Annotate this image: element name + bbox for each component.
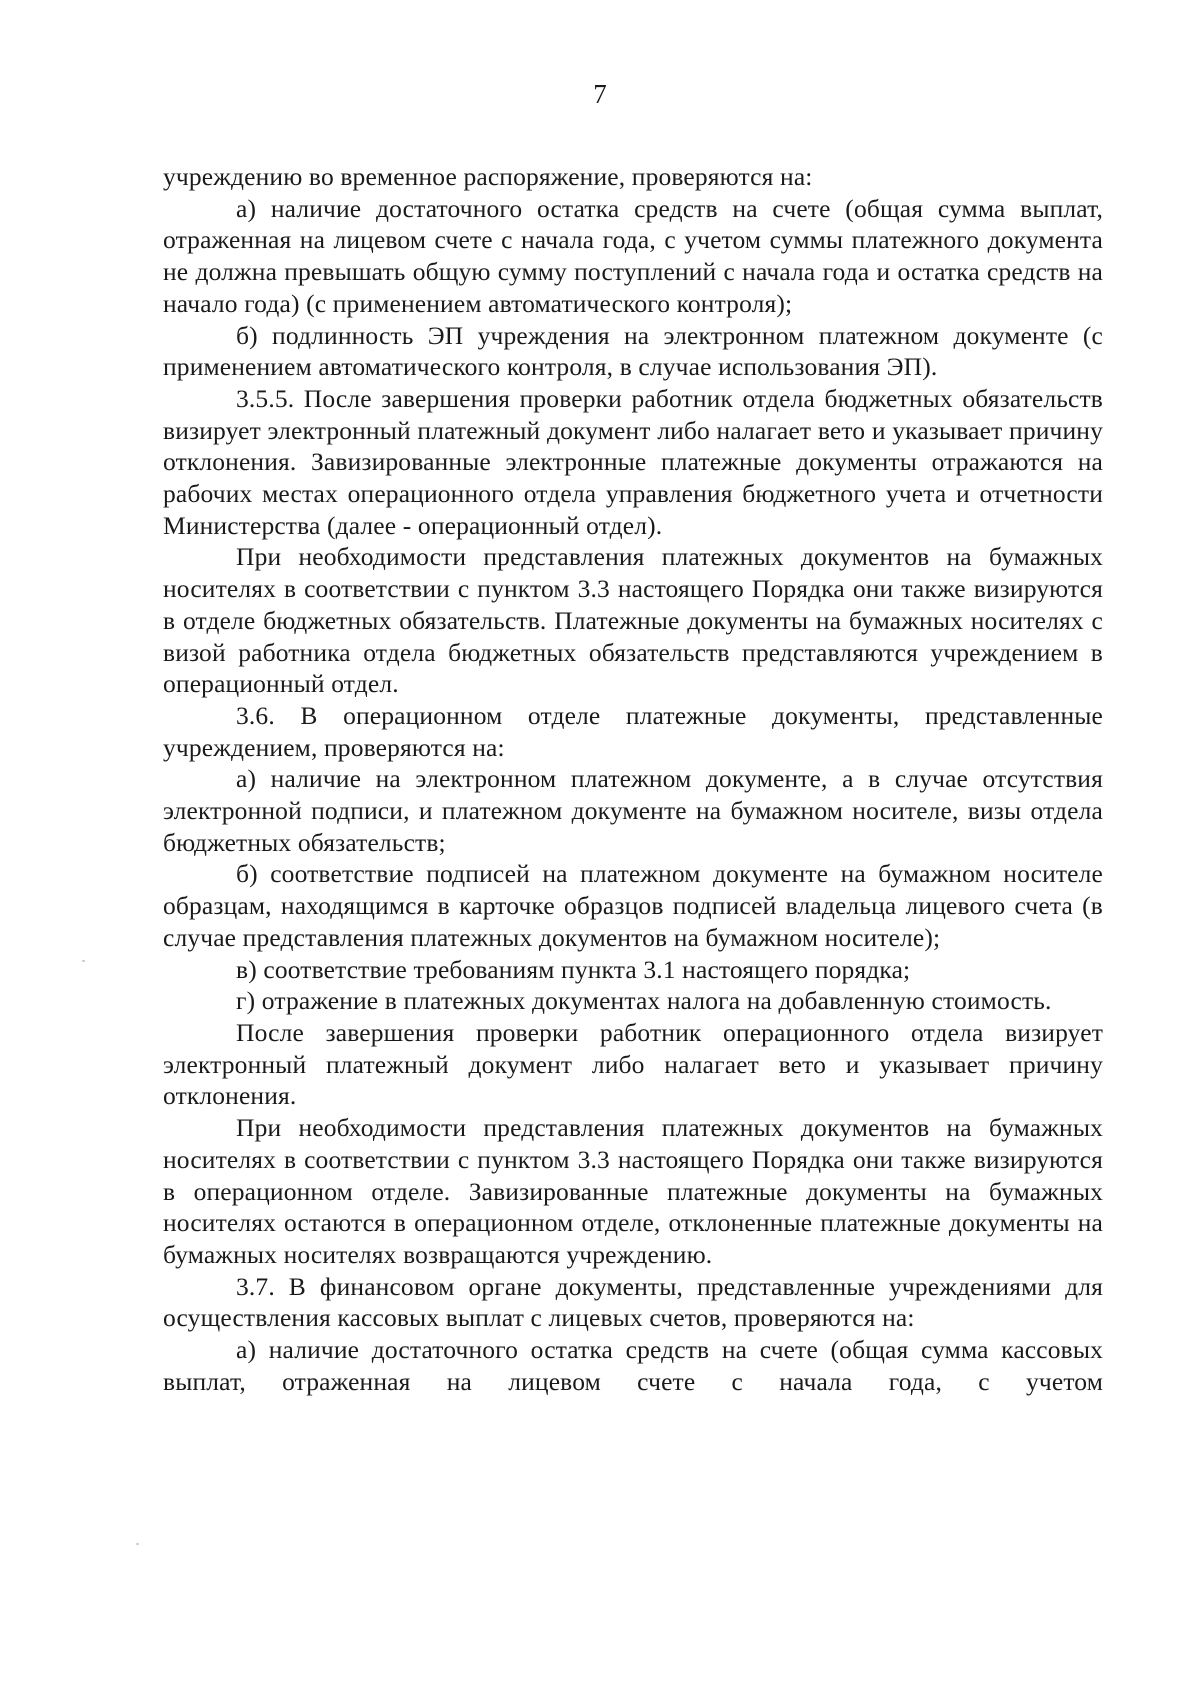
paragraph-item-a-balance: а) наличие достаточного остатка средств на счете (общая сумма выплат, отраженная на лицевом счете с начала года, с учетом суммы платежного документа не должна превышать общую сумму поступлений с начала года и остатка средств на начало года) (с применением автоматического контроля); <box>163 193 1103 318</box>
scan-speck <box>82 960 85 962</box>
paragraph-item-b-signature: б) подлинность ЭП учреждения на электронном платежном документе (с применением автоматического контроля, в случае использования ЭП). <box>163 320 1103 382</box>
paragraph-3-6-item-a: а) наличие на электронном платежном документе, а в случае отсутствия электронной подписи, и платежном документе на бумажном носителе, визы отдела бюджетных обязательств; <box>163 764 1103 857</box>
paragraph-3-6-item-v: в) соответствие требованиям пункта 3.1 настоящего порядка; <box>236 954 911 984</box>
paragraph-paper-documents-1: При необходимости представления платежных документов на бумажных носителях в соответствии с пунктом 3.3 настоящего Порядка они также визируются в отделе бюджетных обязательств. Платежные документы на бумажных носителях с визой работника отдела бюджетных обязательств представляются учреждением в операционный отдел. <box>163 542 1103 699</box>
paragraph-3-6-item-b: б) соответствие подписей на платежном документе на бумажном носителе образцам, находящимся в карточке образцов подписей владельца лицевого счета (в случае представления платежных документов на бумажном носителе); <box>163 859 1103 952</box>
scan-speck <box>136 1543 139 1545</box>
paragraph-3-7-item-a: а) наличие достаточного остатка средств на счете (общая сумма кассовых выплат, отраженная на лицевом счете с начала года, с учетом <box>163 1335 1103 1396</box>
paragraph-3-7: 3.7. В финансовом органе документы, представленные учреждениями для осуществления кассовых выплат с лицевых счетов, проверяются на: <box>163 1271 1103 1333</box>
paragraph-3-6: 3.6. В операционном отделе платежные документы, представленные учреждением, проверяются на: <box>163 700 1103 762</box>
paragraph-3-5-5: 3.5.5. После завершения проверки работник отдела бюджетных обязательств визирует электронный платежный документ либо налагает вето и указывает причину отклонения. Завизированные электронные платежные документы отражаются на рабочих местах операционного отдела управления бюджетного учета и отчетности Министерства (далее - операционный отдел). <box>163 383 1103 540</box>
paragraph-paper-documents-2: При необходимости представления платежных документов на бумажных носителях в соответствии с пунктом 3.3 настоящего Порядка они также визируются в операционном отделе. Завизированные платежные документы на бумажных носителях остаются в операционном отделе, отклоненные платежные документы на бумажных носителях возвращаются учреждению. <box>163 1113 1103 1269</box>
page-number: 7 <box>593 79 607 109</box>
paragraph-continuation: учреждению во временное распоряжение, проверяются на: <box>163 162 813 191</box>
paragraph-operational-check: После завершения проверки работник операционного отдела визирует электронный платежный документ либо налагает вето и указывает причину отклонения. <box>163 1017 1103 1111</box>
document-body <box>163 161 1103 1397</box>
paragraph-3-6-item-g: г) отражение в платежных документах налога на добавленную стоимость. <box>236 986 1052 1016</box>
